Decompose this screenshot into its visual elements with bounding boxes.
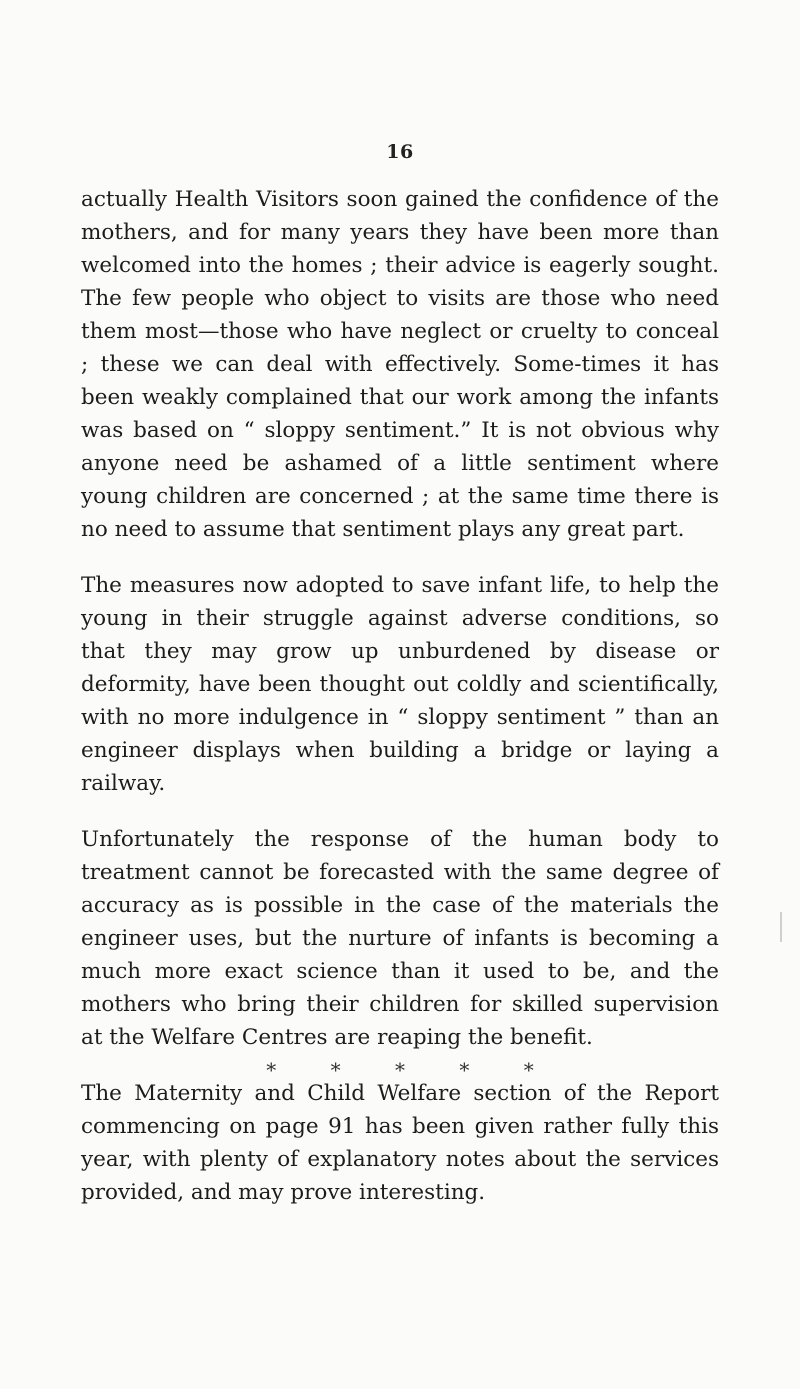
paragraph-2: The measures now adopted to save infant life, to help the young in their struggle against adverse conditions, so that they may grow up unburdened by disease or deformity, have been thought out coldly and scientifically, with no more indulgence in “ sloppy sentiment ” than an engineer displays when building a bridge or laying a railway. [81, 573, 719, 796]
section-separator: * * * * * [266, 1058, 558, 1082]
paragraph-1: actually Health Visitors soon gained the confidence of the mothers, and for many years they have been more than welcomed into the homes ; their advice is eagerly sought. The few people who object to visits are those who need them most—those who have neglect or cruelty to conceal ; these we can deal with effectively. Some-times it has been weakly complained that our work among the infants was based on “ sloppy sentiment.” It is not obvious why anyone need be ashamed of a little sentiment where young children are concerned ; at the same time there is no need to assume that sentiment plays any great part. [81, 187, 719, 542]
paragraph-4: The Maternity and Child Welfare section of the Report commencing on page 91 has been given rather fully this year, with plenty of explanatory notes about the services provided, and may prove interesting. [81, 1081, 719, 1205]
body-text [81, 183, 719, 1209]
paragraph-3: Unfortunately the response of the human body to treatment cannot be forecasted with the same degree of accuracy as is possible in the case of the materials the engineer uses, but the nurture of infants is becoming a much more exact science than it used to be, and the mothers who bring their children for skilled supervision at the Welfare Centres are reaping the benefit. [81, 827, 719, 1050]
scan-edge-mark [780, 912, 782, 942]
page-number: 16 [386, 141, 414, 163]
